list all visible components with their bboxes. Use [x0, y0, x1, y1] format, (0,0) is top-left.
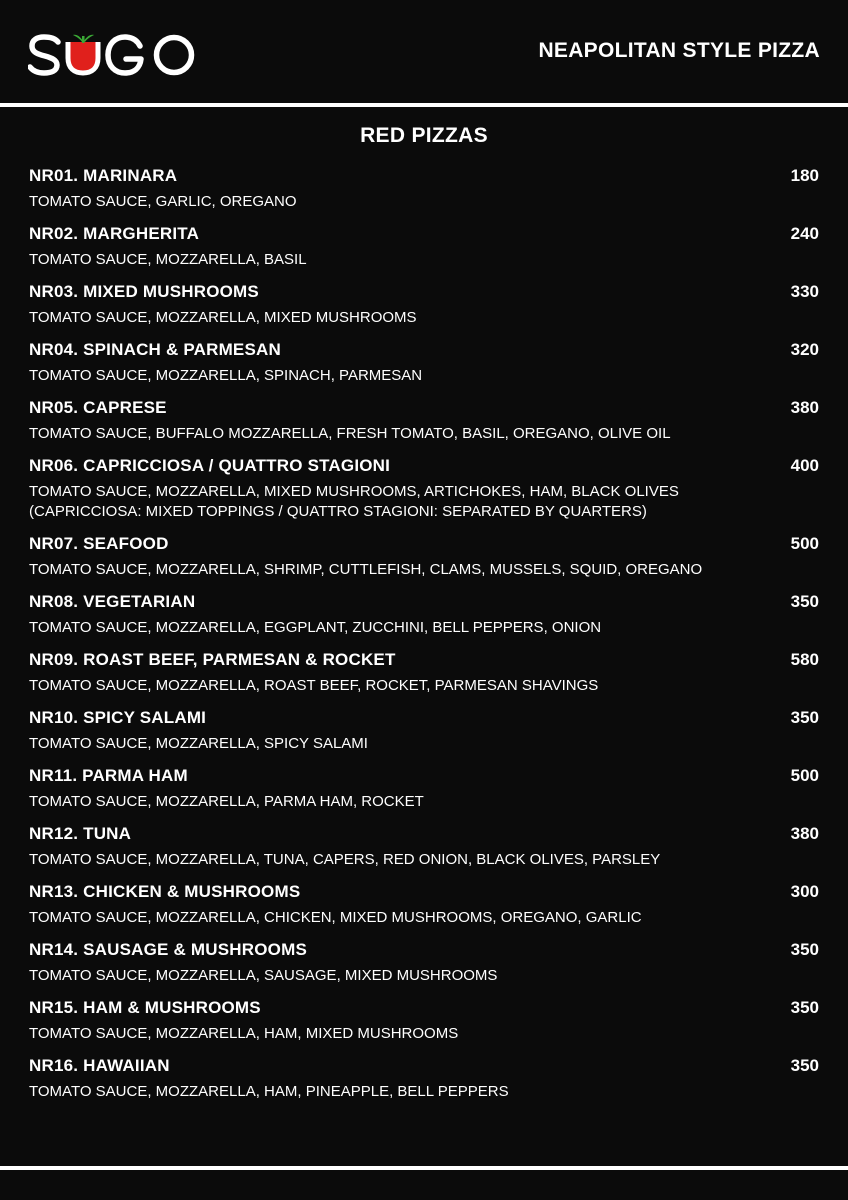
menu-item-description: TOMATO SAUCE, MOZZARELLA, EGGPLANT, ZUCCHINI, BELL PEPPERS, ONION: [29, 619, 602, 636]
section-title: RED PIZZAS: [360, 124, 488, 147]
menu-item-header: [29, 708, 819, 732]
logo-text: SUGO: [28, 32, 31, 33]
menu-item-header: [29, 998, 819, 1022]
sugo-logo: [28, 32, 204, 76]
menu-item-name: NR04. SPINACH & PARMESAN: [29, 340, 281, 359]
menu-list: [29, 166, 819, 1114]
menu-item-name: NR06. CAPRICCIOSA / QUATTRO STAGIONI: [29, 456, 391, 475]
menu-item-price: 240: [790, 224, 819, 243]
menu-item-name: NR13. CHICKEN & MUSHROOMS: [29, 882, 301, 901]
menu-item: [29, 282, 819, 328]
menu-item-description: TOMATO SAUCE, MOZZARELLA, CHICKEN, MIXED MUSHROOMS, OREGANO, GARLIC: [29, 909, 642, 926]
menu-item: [29, 1056, 819, 1102]
menu-item-price: 180: [790, 166, 819, 185]
menu-item-name: NR15. HAM & MUSHROOMS: [29, 998, 261, 1017]
menu-item: [29, 882, 819, 928]
menu-item-price: 380: [790, 398, 819, 417]
menu-item: [29, 708, 819, 754]
menu-item: [29, 534, 819, 580]
menu-item-description: TOMATO SAUCE, MOZZARELLA, SHRIMP, CUTTLEFISH, CLAMS, MUSSELS, SQUID, OREGANO: [29, 561, 703, 578]
menu-item-header: [29, 592, 819, 616]
menu-item: [29, 940, 819, 986]
menu-item-name: NR10. SPICY SALAMI: [29, 708, 207, 727]
menu-item-price: 350: [790, 1056, 819, 1075]
menu-item-description: TOMATO SAUCE, GARLIC, OREGANO: [29, 193, 297, 210]
menu-item-description: TOMATO SAUCE, MOZZARELLA, PARMA HAM, ROCKET: [29, 793, 424, 810]
menu-item-price: 380: [790, 824, 819, 843]
menu-item-header: [29, 282, 819, 306]
menu-item-header: [29, 224, 819, 248]
menu-item-description: TOMATO SAUCE, MOZZARELLA, HAM, MIXED MUSHROOMS: [29, 1025, 459, 1042]
menu-item-name: NR02. MARGHERITA: [29, 224, 200, 243]
menu-item-name: NR08. VEGETARIAN: [29, 592, 196, 611]
menu-item-header: [29, 534, 819, 558]
menu-header: [0, 0, 848, 104]
menu-item-price: 350: [790, 998, 819, 1017]
menu-item-description: TOMATO SAUCE, MOZZARELLA, HAM, PINEAPPLE, BELL PEPPERS: [29, 1083, 509, 1100]
menu-item-description: TOMATO SAUCE, MOZZARELLA, MIXED MUSHROOMS, ARTICHOKES, HAM, BLACK OLIVES: [29, 483, 679, 500]
header-divider: [0, 103, 848, 107]
menu-item: [29, 398, 819, 444]
menu-item: [29, 166, 819, 212]
menu-item: [29, 766, 819, 812]
menu-item-header: [29, 650, 819, 674]
menu-item: [29, 456, 819, 522]
header-tagline: NEAPOLITAN STYLE PIZZA: [538, 39, 820, 62]
menu-item-price: 350: [790, 940, 819, 959]
menu-item-price: 330: [790, 282, 819, 301]
menu-item-header: [29, 882, 819, 906]
menu-item-name: NR12. TUNA: [29, 824, 132, 843]
menu-item-price: 400: [790, 456, 819, 475]
menu-item-price: 300: [790, 882, 819, 901]
menu-item-description: TOMATO SAUCE, MOZZARELLA, SPINACH, PARMESAN: [29, 367, 423, 384]
menu-item-description: TOMATO SAUCE, MOZZARELLA, SAUSAGE, MIXED MUSHROOMS: [29, 967, 498, 984]
menu-item-header: [29, 398, 819, 422]
menu-item-description: TOMATO SAUCE, BUFFALO MOZZARELLA, FRESH TOMATO, BASIL, OREGANO, OLIVE OIL: [29, 425, 671, 442]
menu-item-price: 350: [790, 708, 819, 727]
menu-item-header: [29, 340, 819, 364]
menu-item-price: 500: [790, 766, 819, 785]
menu-item-name: NR14. SAUSAGE & MUSHROOMS: [29, 940, 307, 959]
menu-item-name: NR01. MARINARA: [29, 166, 178, 185]
menu-item-description: TOMATO SAUCE, MOZZARELLA, SPICY SALAMI: [29, 735, 368, 752]
menu-item-description: TOMATO SAUCE, MOZZARELLA, BASIL: [29, 251, 307, 268]
menu-item-name: NR05. CAPRESE: [29, 398, 167, 417]
menu-item-price: 580: [790, 650, 819, 669]
menu-item-description: TOMATO SAUCE, MOZZARELLA, MIXED MUSHROOMS: [29, 309, 417, 326]
menu-item-name: NR09. ROAST BEEF, PARMESAN & ROCKET: [29, 650, 396, 669]
footer-divider: [0, 1166, 848, 1170]
menu-item: [29, 998, 819, 1044]
menu-item-price: 500: [790, 534, 819, 553]
menu-item: [29, 224, 819, 270]
menu-item-description: TOMATO SAUCE, MOZZARELLA, TUNA, CAPERS, RED ONION, BLACK OLIVES, PARSLEY: [29, 851, 661, 868]
menu-item-note: (CAPRICCIOSA: MIXED TOPPINGS / QUATTRO STAGIONI: SEPARATED BY QUARTERS): [29, 503, 647, 520]
menu-item: [29, 592, 819, 638]
menu-item-header: [29, 940, 819, 964]
menu-item-name: NR07. SEAFOOD: [29, 534, 169, 553]
menu-item: [29, 650, 819, 696]
menu-item-header: [29, 166, 819, 190]
menu-item-name: NR11. PARMA HAM: [29, 766, 188, 785]
menu-item-description: TOMATO SAUCE, MOZZARELLA, ROAST BEEF, ROCKET, PARMESAN SHAVINGS: [29, 677, 599, 694]
menu-item: [29, 340, 819, 386]
menu-item-header: [29, 824, 819, 848]
menu-item-header: [29, 766, 819, 790]
menu-item-name: NR03. MIXED MUSHROOMS: [29, 282, 259, 301]
menu-item-header: [29, 456, 819, 480]
menu-item-header: [29, 1056, 819, 1080]
menu-item-price: 350: [790, 592, 819, 611]
menu-item-name: NR16. HAWAIIAN: [29, 1056, 170, 1075]
menu-item: [29, 824, 819, 870]
menu-item-price: 320: [790, 340, 819, 359]
